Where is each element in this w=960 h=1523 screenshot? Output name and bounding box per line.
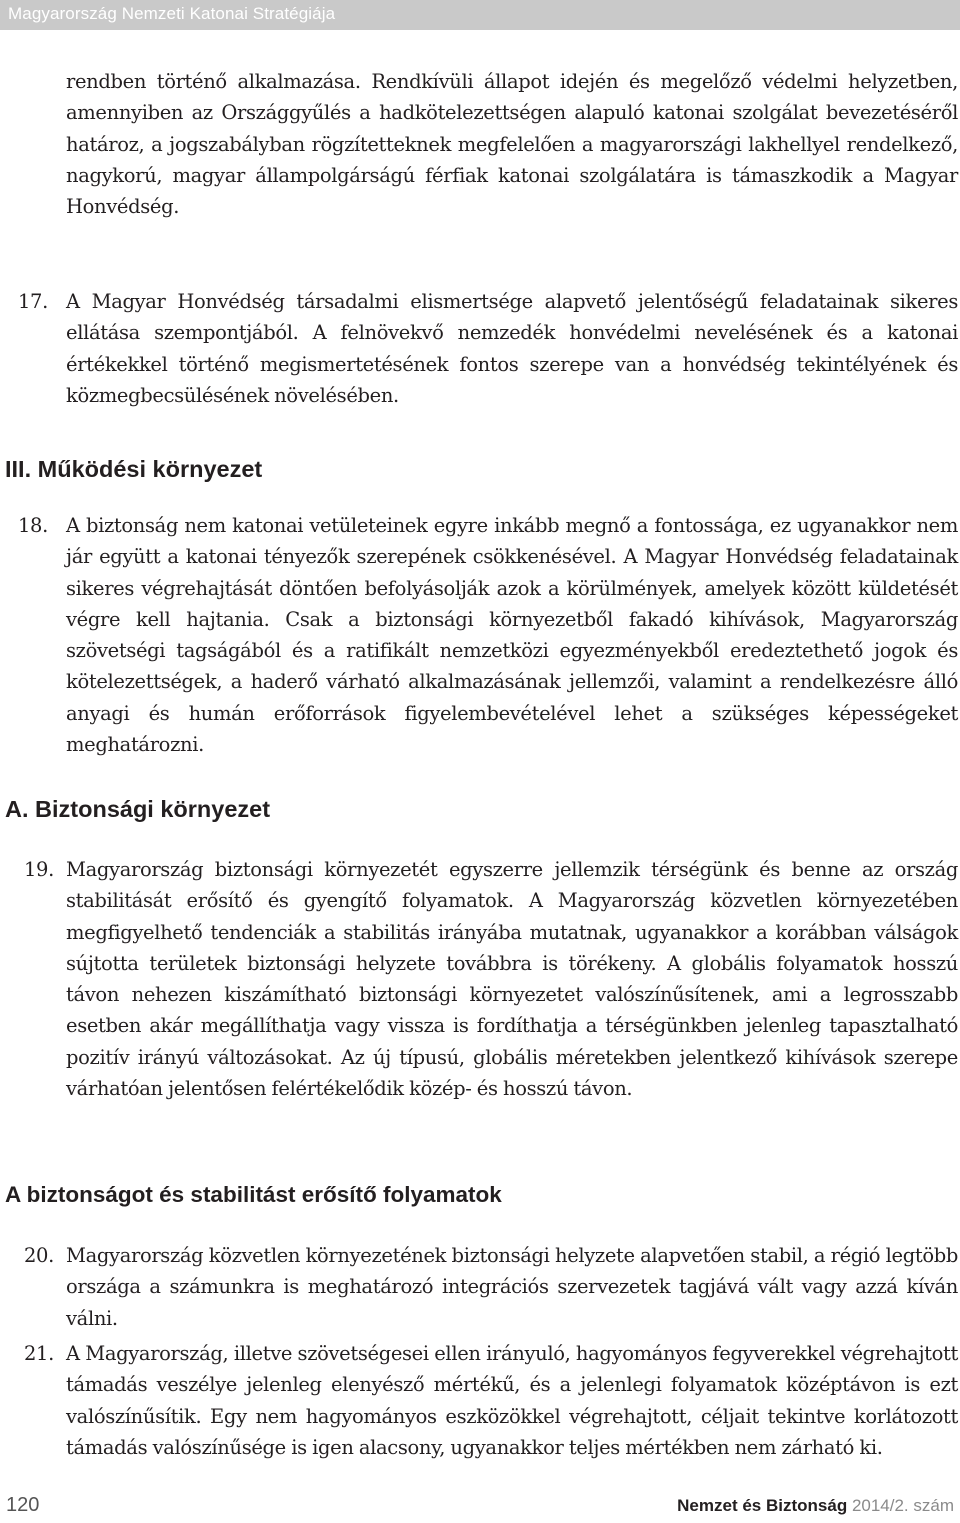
page-content	[0, 66, 960, 1498]
paragraph-continuation: rendben történő alkalmazása. Rendkívüli állapot idején és megelőző védelmi helyzetben, amennyiben az Országgyűlés a hadkötelezettségen alapuló katonai szolgálat bevezetéséről határoz, a jogszabályban rögzítetteknek megfelelően a magyarországi lakhellyel rendelkező, nagykorú, magyar állampolgárságú férfiak katonai szolgálatára is támaszkodik a Magyar Honvédség.	[66, 70, 958, 219]
paragraph-text: Magyarország biztonsági környezetét egyszerre jellemzik térségünk és benne az ország stabilitását erősítő és gyengítő folyamatok. A Magyarország közvetlen környezetében megfigyelhető tendenciák a stabilitás irányába mutatnak, ugyanakkor a korábban válságok sújtotta területek biztonsági helyzete továbbra is törékeny. A globális folyamatok hosszú távon nehezen kiszámítható biztonsági környezetet valószínűsítenek, ami a legrosszabb esetben akár megállíthatja vagy vissza is fordíthatja a térségünkben jelenleg tapasztalható pozitív irányú változásokat. Az új típusú, globális méretekben jelentkező kihívások szerepe várhatóan jelentősen felértékelődik közép- és hosszú távon.	[66, 858, 958, 1101]
paragraph-number: 18.	[18, 514, 48, 537]
running-header	[0, 0, 960, 30]
paragraph-number: 19.	[24, 858, 54, 881]
section-heading-text: A. Biztonsági környezet	[5, 796, 271, 822]
page-number: 120	[6, 1494, 40, 1516]
section-heading-iii	[0, 456, 960, 510]
paragraph-text: A Magyarország, illetve szövetségesei ellen irányuló, hagyományos fegyverekkel végrehajtott támadás veszélye jelenleg elenyésző mértékű, és a jelenlegi folyamatok középtávon is ezt valószínűsítik. Egy nem hagyományos eszközökkel végrehajtott, céljait tekintve korlátozott támadás valószínűsége is igen alacsony, ugyanakkor teljes mértékben nem zárható ki.	[66, 1342, 958, 1459]
paragraph-number: 21.	[24, 1342, 54, 1365]
paragraph-18	[0, 510, 960, 766]
publication-name: Nemzet és Biztonság	[677, 1496, 848, 1515]
issue-label: 2014/2. szám	[851, 1496, 954, 1515]
section-heading-text: III. Működési környezet	[5, 456, 263, 482]
paragraph-number: 17.	[18, 290, 48, 313]
paragraph-19	[0, 854, 960, 1138]
running-header-title: Magyarország Nemzeti Katonai Stratégiája	[8, 4, 336, 23]
paragraph-number: 20.	[24, 1244, 54, 1267]
paragraph-17	[0, 286, 960, 412]
paragraph-text: Magyarország közvetlen környezetének biztonsági helyzete alapvetően stabil, a régió legtöbb országa a számunkra is meghatározó integrációs szervezetek tagjává vált vagy azzá kíván válni.	[66, 1244, 958, 1330]
paragraph-text: A biztonság nem katonai vetületeinek egyre inkább megnő a fontossága, ez ugyanakkor nem jár együtt a katonai tényezők szerepének csökkenésével. A Magyar Honvédség feladatainak sikeres végrehajtását döntően befolyásolják azok a körülmények, amelyek között küldetését végre kell hajtania. Csak a biztonsági környezetből fakadó kihívások, Magyarország szövetségi tagságából és a ratifikált nemzetközi egyezményekből eredeztethető jogok és kötelezettségek, a haderő várható alkalmazásának jellemzői, valamint a rendelkezésre álló anyagi és humán erőforrások figyelembevételével lehet a szükséges képességeket meghatározni.	[66, 514, 958, 757]
subsection-heading	[0, 1182, 960, 1240]
footer-publication	[677, 1496, 954, 1516]
subsection-heading-text: A biztonságot és stabilitást erősítő folyamatok	[5, 1182, 502, 1207]
section-heading-a	[0, 796, 960, 854]
paragraph-text: A Magyar Honvédség társadalmi elismertsége alapvető jelentőségű feladatainak sikeres ellátása szempontjából. A felnövekvő nemzedék honvédelmi nevelésének és a katonai értékekkel történő megismertetésének fontos szerepe van a honvédség tekintélyének és közmegbecsülésének növelésében.	[66, 290, 958, 407]
paragraph-21	[0, 1338, 960, 1498]
paragraph-20	[0, 1240, 960, 1338]
